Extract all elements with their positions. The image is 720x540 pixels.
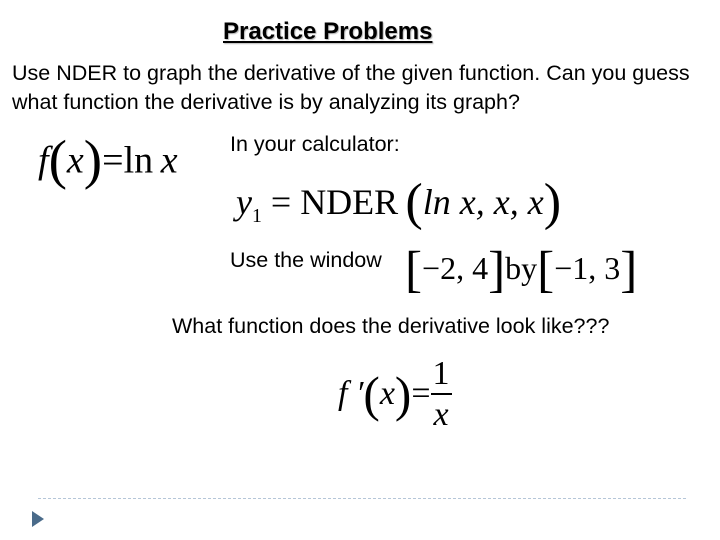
intro-text: Use NDER to graph the derivative of the given function. Can you guess what function the derivative is by analyzing its graph? bbox=[12, 61, 690, 114]
slide-title: Practice Problems bbox=[223, 18, 433, 45]
footer-divider bbox=[38, 498, 686, 499]
question-text: What function does the derivative look like??? bbox=[172, 314, 610, 338]
function-equation: f(x)=ln x bbox=[38, 129, 178, 190]
fraction: $\frac{1}{x}$ bbox=[432, 354, 450, 433]
triangle-bullet-icon bbox=[32, 511, 44, 527]
window-label: Use the window bbox=[230, 248, 382, 272]
window-range: [−2, 4]by[−1, 3] bbox=[405, 241, 638, 298]
derivative-equation: f ′ ( x ) = $\frac{1}{x}$ bbox=[338, 354, 450, 433]
calculator-label: In your calculator: bbox=[230, 132, 400, 156]
nder-equation: $y_1$ = NDER (ln x, x, x) bbox=[236, 173, 562, 231]
